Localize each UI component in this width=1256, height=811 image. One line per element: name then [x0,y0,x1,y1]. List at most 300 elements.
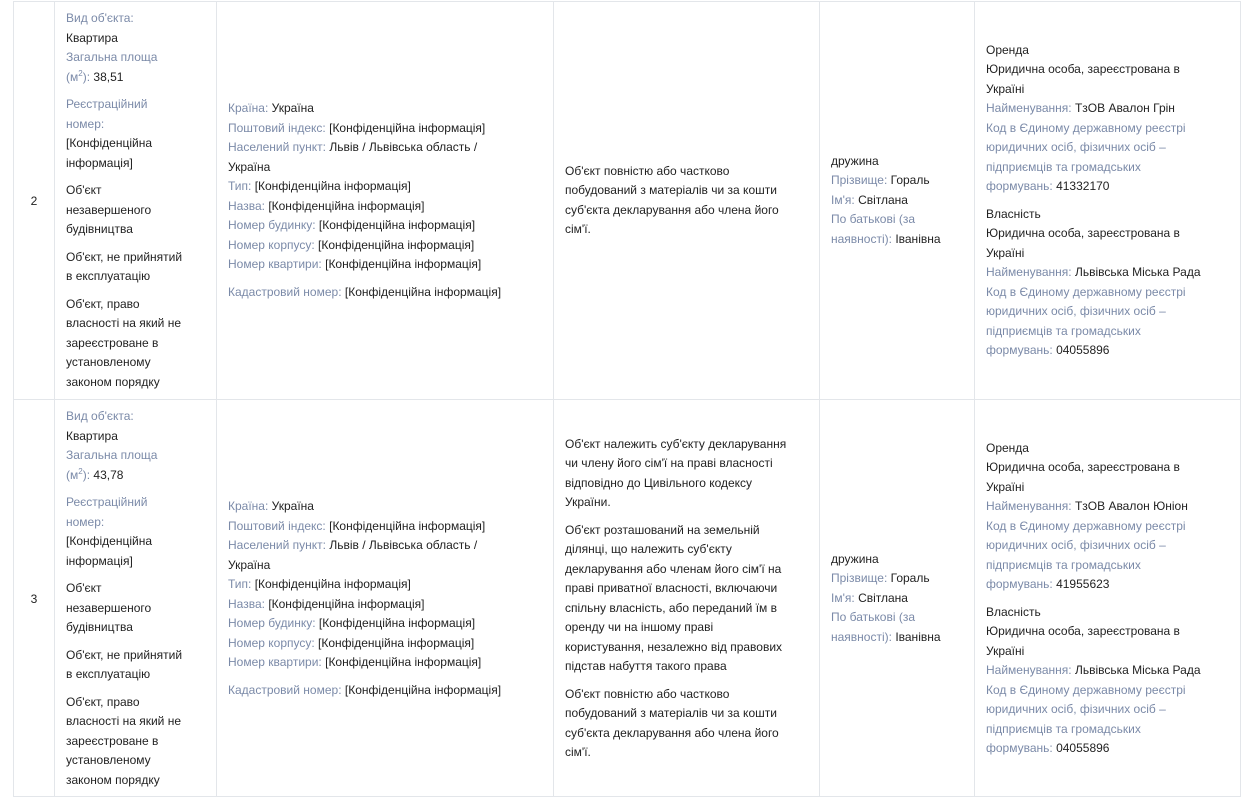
country-label: Країна: [228,101,269,115]
object-note [66,693,205,791]
text-line [66,134,205,154]
entity-name-value: ТзОВ Авалон Грін [1074,101,1175,115]
first-name-value: Світлана [858,192,908,207]
house-value: [Конфіденційна інформація] [318,616,476,630]
right-type: Оренда [986,440,1029,455]
text-line [66,599,205,619]
text-line [565,201,808,221]
street-type-label: Тип: [228,179,252,193]
text-line [66,532,205,552]
registry-code-label: Код в Єдиному державному реєстрі [986,682,1186,697]
house-label: Номер будинку: [228,218,316,232]
acquisition-text: суб'єкта декларування або члена його [565,725,779,740]
city-value: Україна [228,557,271,572]
registry-code-value: 41955623 [1056,577,1110,591]
cadastral-value: [Конфіденційна інформація] [344,284,502,299]
cadastral [228,283,542,303]
right-block [986,603,1229,759]
surname-label: Прізвище: [831,571,888,586]
cadastral-value: [Конфіденційна інформація] [344,682,502,697]
text-line [831,191,963,211]
object-note-text: зареєстроване в [66,733,159,748]
registry-code-value: 04055896 [1056,741,1110,755]
text-line [565,181,808,201]
text-line [565,560,808,580]
row-number-cell [14,2,55,399]
text-line [228,575,542,595]
acquisition-text: ділянці, що належить суб'єкту [565,542,732,556]
acquisition-text: оренду чи на іншому праві [565,620,714,634]
text-line [986,138,1229,158]
entity-name-value: ТзОВ Авалон Юніон [1074,499,1188,513]
text-line [228,595,542,615]
acquisition-text: сім'ї. [565,222,591,236]
text-line [986,283,1229,303]
text-line [565,638,808,658]
registration [66,95,205,173]
object-note-text: Об'єкт, не прийнятий [66,249,183,264]
row-number: 3 [30,591,38,606]
text-line [66,579,205,599]
text-line [986,99,1229,119]
registry-code-label: юридичних осіб, фізичних осіб – [986,140,1166,154]
registry-code-label: юридичних осіб, фізичних осіб – [986,702,1166,716]
area-sup: 2 [78,466,83,476]
acquisition-text: праві приватної власності, включаючи [565,581,778,595]
text-line [986,536,1229,556]
text-line [831,171,963,191]
text-line [66,181,205,201]
text-line [565,474,808,494]
area-label-end: ): [82,467,91,482]
building-value: [Конфіденційна інформація] [318,237,475,252]
text-line [66,248,205,268]
entity-type: Україні [986,245,1025,260]
first-name-label: Ім'я: [831,192,855,207]
acquisition-text: спільну власність, або переданий їм в [565,600,778,615]
text-line [831,608,963,628]
object-note-text: Об'єкт, право [66,694,140,709]
address-cell [217,400,554,797]
acquisition-note [565,162,808,240]
text-line [66,646,205,666]
right-block [986,41,1229,197]
text-line [228,614,542,634]
object-main [66,407,205,485]
address-cell [217,2,554,399]
text-line [66,751,205,771]
text-line [986,263,1229,283]
right-block [986,439,1229,595]
patronymic-label: По батькові (за [831,212,915,227]
right-type: Власність [986,604,1041,619]
object-note-text: Об'єкт [66,581,102,595]
text-line [986,739,1229,759]
text-line [986,119,1229,139]
country-label: Країна: [228,499,269,513]
owner-block [831,550,963,648]
text-line [66,9,205,29]
text-line [986,80,1229,100]
text-line [66,693,205,713]
reg-value: [Конфіденційна [66,136,153,150]
entity-name-label: Найменування: [986,265,1072,279]
reg-label: номер: [66,116,105,131]
text-line [986,497,1229,517]
object-note-text: установленому [66,355,151,369]
object-note-text: в експлуатацію [66,269,151,283]
entity-name-value: Львівська Міська Рада [1074,663,1201,677]
acquisition-text: користування, незалежно від правових [565,639,783,654]
text-line [565,685,808,705]
declaration-table [13,1,1241,797]
surname-value: Гораль [890,571,930,586]
text-line [66,665,205,685]
entity-type: Юридична особа, зареєстрована в [986,624,1180,638]
text-line [66,466,205,486]
area-label-unit: (м [66,69,79,84]
registry-code-value: 41332170 [1056,179,1110,193]
city-value: Львів / Львівська область / [329,140,478,154]
object-note-text: законом порядку [66,374,160,389]
street-label: Назва: [228,596,265,611]
street-type-label: Тип: [228,577,252,591]
street-label: Назва: [228,198,265,213]
address-block [228,497,542,673]
text-line [228,216,542,236]
object-note [66,295,205,393]
text-line [228,517,542,537]
text-line [228,681,542,701]
acquisition-text: Об'єкт повністю або частково [565,686,730,701]
row-number-cell [14,400,55,797]
text-line [228,197,542,217]
text-line [986,720,1229,740]
registry-code-label: Код в Єдиному державному реєстрі [986,284,1186,299]
object-note [66,248,205,287]
text-line [986,642,1229,662]
text-line [66,220,205,240]
owner-cell [820,2,975,399]
text-line [831,589,963,609]
apartment-label: Номер квартири: [228,655,322,669]
text-line [66,334,205,354]
text-line [228,177,542,197]
text-line [228,536,542,556]
text-line [66,353,205,373]
acquisition-text: України. [565,495,611,509]
area-label-unit: (м [66,467,79,482]
registry-code-label: підприємців та громадських [986,557,1141,572]
text-line [66,373,205,393]
text-line [565,540,808,560]
text-line [228,119,542,139]
area-value: 38,51 [93,69,124,84]
text-line [66,68,205,88]
text-line [66,95,205,115]
postal-label: Поштовий індекс: [228,120,326,135]
owner-relation: дружина [831,551,879,566]
reg-label: Реєстраційний [66,495,148,509]
registry-code-label: формувань: [986,577,1053,591]
text-line [228,158,542,178]
first-name-label: Ім'я: [831,590,855,605]
text-line [986,458,1229,478]
text-line [986,205,1229,225]
city-value: Львів / Львівська область / [329,538,478,552]
text-line [565,657,808,677]
patronymic-label: По батькові (за [831,610,915,625]
acquisition-text: Об'єкт розташований на земельній [565,522,760,537]
text-line [986,439,1229,459]
object-note-text: Об'єкт [66,183,102,197]
acquisition-text: побудований з матеріалів чи за кошти [565,706,777,720]
text-line [228,255,542,275]
text-line [66,201,205,221]
rights-cell [975,400,1240,797]
object-cell [55,400,217,797]
surname-label: Прізвище: [831,173,888,188]
text-line [831,152,963,172]
cadastral [228,681,542,701]
registry-code-label: підприємців та громадських [986,721,1141,736]
building-label: Номер корпусу: [228,237,315,252]
text-line [986,556,1229,576]
street-type-value: [Конфіденційна інформація] [254,577,411,591]
building-value: [Конфіденційна інформація] [318,635,475,650]
street-value: [Конфіденційна інформація] [268,596,425,611]
city-label: Населений пункт: [228,538,326,552]
text-line [986,681,1229,701]
country-value: Україна [271,101,314,115]
address-block [228,99,542,275]
owner-block [831,152,963,250]
text-line [986,322,1229,342]
text-line [986,661,1229,681]
apartment-value: [Конфіденційна інформація] [325,257,482,271]
text-line [228,653,542,673]
object-type-label: Вид об'єкта: [66,409,134,423]
row-number: 2 [30,193,38,208]
text-line [986,177,1229,197]
entity-name-value: Львівська Міська Рада [1074,265,1201,279]
entity-name-label: Найменування: [986,663,1072,677]
text-line [565,220,808,240]
postal-label: Поштовий індекс: [228,518,326,533]
owner-cell [820,400,975,797]
text-line [66,732,205,752]
object-note [66,579,205,638]
text-line [66,407,205,427]
text-line [565,162,808,182]
text-line [565,579,808,599]
apartment-label: Номер квартири: [228,257,322,271]
text-line [986,603,1229,623]
entity-type: Україні [986,479,1025,494]
registry-code-label: Код в Єдиному державному реєстрі [986,518,1186,533]
acquisition-text: Об'єкт належить суб'єкту декларування [565,436,787,451]
first-name-value: Світлана [858,590,908,605]
acquisition-text: підстав набуття такого права [565,659,727,673]
street-type-value: [Конфіденційна інформація] [254,179,411,193]
registry-code-label: підприємців та громадських [986,159,1141,174]
area-label-end: ): [82,69,91,84]
apartment-value: [Конфіденційна інформація] [325,655,482,669]
registry-code-label: формувань: [986,741,1053,755]
patronymic-label: наявності): [831,629,892,644]
text-line [831,210,963,230]
acquisition-text: чи члену його сім'ї на праві власності [565,456,773,470]
registry-code-label: формувань: [986,343,1053,357]
entity-type: Юридична особа, зареєстрована в [986,460,1180,474]
cadastral-label: Кадастровий номер: [228,284,342,299]
object-note-text: будівництва [66,222,133,236]
text-line [986,700,1229,720]
patronymic-value: Іванівна [895,231,941,246]
text-line [66,427,205,447]
text-line [986,517,1229,537]
text-line [986,302,1229,322]
text-line [66,618,205,638]
reg-value: інформація] [66,553,133,568]
reg-label: Реєстраційний [66,97,148,111]
text-line [66,295,205,315]
text-line [986,575,1229,595]
text-line [565,454,808,474]
acquisition-text: декларування або членам його сім'ї на [565,561,782,576]
text-line [228,236,542,256]
object-note-text: власності на який не [66,316,181,330]
object-main [66,9,205,87]
entity-type: Юридична особа, зареєстрована в [986,226,1180,240]
object-note-text: Об'єкт, право [66,296,140,311]
text-line [66,513,205,533]
text-line [66,712,205,732]
text-line [565,493,808,513]
entity-type: Юридична особа, зареєстрована в [986,62,1180,76]
text-line [565,743,808,763]
text-line [565,599,808,619]
patronymic-value: Іванівна [895,629,941,644]
object-note [66,646,205,685]
object-note-text: власності на який не [66,714,181,728]
acquisition-note [565,685,808,763]
text-line [66,493,205,513]
text-line [66,771,205,791]
table-row [14,399,1240,797]
cadastral-label: Кадастровий номер: [228,682,342,697]
object-note-text: установленому [66,753,151,767]
postal-value: [Конфіденційна інформація] [329,120,486,135]
object-type-label: Вид об'єкта: [66,11,134,25]
right-block [986,205,1229,361]
text-line [66,154,205,174]
reg-label: номер: [66,514,105,529]
acquisition-cell [554,2,820,399]
area-value: 43,78 [93,467,124,482]
object-type-value: Квартира [66,428,118,443]
acquisition-text: суб'єкта декларування або члена його [565,202,779,217]
text-line [986,341,1229,361]
acquisition-text: побудований з матеріалів чи за кошти [565,183,777,197]
text-line [986,158,1229,178]
text-line [831,550,963,570]
area-label: Загальна площа [66,50,158,64]
object-note-text: будівництва [66,620,133,634]
area-label: Загальна площа [66,448,158,462]
acquisition-note [565,521,808,677]
text-line [831,628,963,648]
city-label: Населений пункт: [228,140,326,154]
registry-code-label: Код в Єдиному державному реєстрі [986,120,1186,135]
text-line [986,60,1229,80]
area-sup: 2 [78,68,83,78]
object-cell [55,2,217,399]
right-type: Власність [986,206,1041,221]
rights-cell [975,2,1240,399]
reg-value: інформація] [66,155,133,170]
acquisition-text: Об'єкт повністю або частково [565,163,730,178]
acquisition-cell [554,400,820,797]
text-line [66,267,205,287]
registry-code-label: юридичних осіб, фізичних осіб – [986,538,1166,552]
building-label: Номер корпусу: [228,635,315,650]
registration [66,493,205,571]
entity-name-label: Найменування: [986,499,1072,513]
text-line [66,115,205,135]
text-line [831,569,963,589]
right-type: Оренда [986,42,1029,57]
object-note [66,181,205,240]
text-line [565,435,808,455]
postal-value: [Конфіденційна інформація] [329,518,486,533]
text-line [228,497,542,517]
text-line [66,314,205,334]
acquisition-text: сім'ї. [565,745,591,759]
text-line [66,48,205,68]
object-note-text: в експлуатацію [66,667,151,681]
registry-code-value: 04055896 [1056,343,1110,357]
object-note-text: зареєстроване в [66,335,159,350]
table-row [14,1,1240,399]
entity-type: Україні [986,81,1025,96]
text-line [228,138,542,158]
text-line [986,622,1229,642]
text-line [565,521,808,541]
text-line [986,244,1229,264]
text-line [831,230,963,250]
patronymic-label: наявності): [831,231,892,246]
object-type-value: Квартира [66,30,118,45]
text-line [228,634,542,654]
text-line [66,552,205,572]
surname-value: Гораль [890,173,930,188]
registry-code-label: формувань: [986,179,1053,193]
country-value: Україна [271,499,314,513]
object-note-text: незавершеного [66,202,152,217]
text-line [228,556,542,576]
text-line [986,224,1229,244]
entity-type: Україні [986,643,1025,658]
object-note-text: незавершеного [66,600,152,615]
object-note-text: законом порядку [66,772,160,787]
text-line [66,29,205,49]
city-value: Україна [228,159,271,174]
entity-name-label: Найменування: [986,101,1072,115]
text-line [66,446,205,466]
acquisition-text: відповідно до Цивільного кодексу [565,475,753,490]
text-line [228,283,542,303]
